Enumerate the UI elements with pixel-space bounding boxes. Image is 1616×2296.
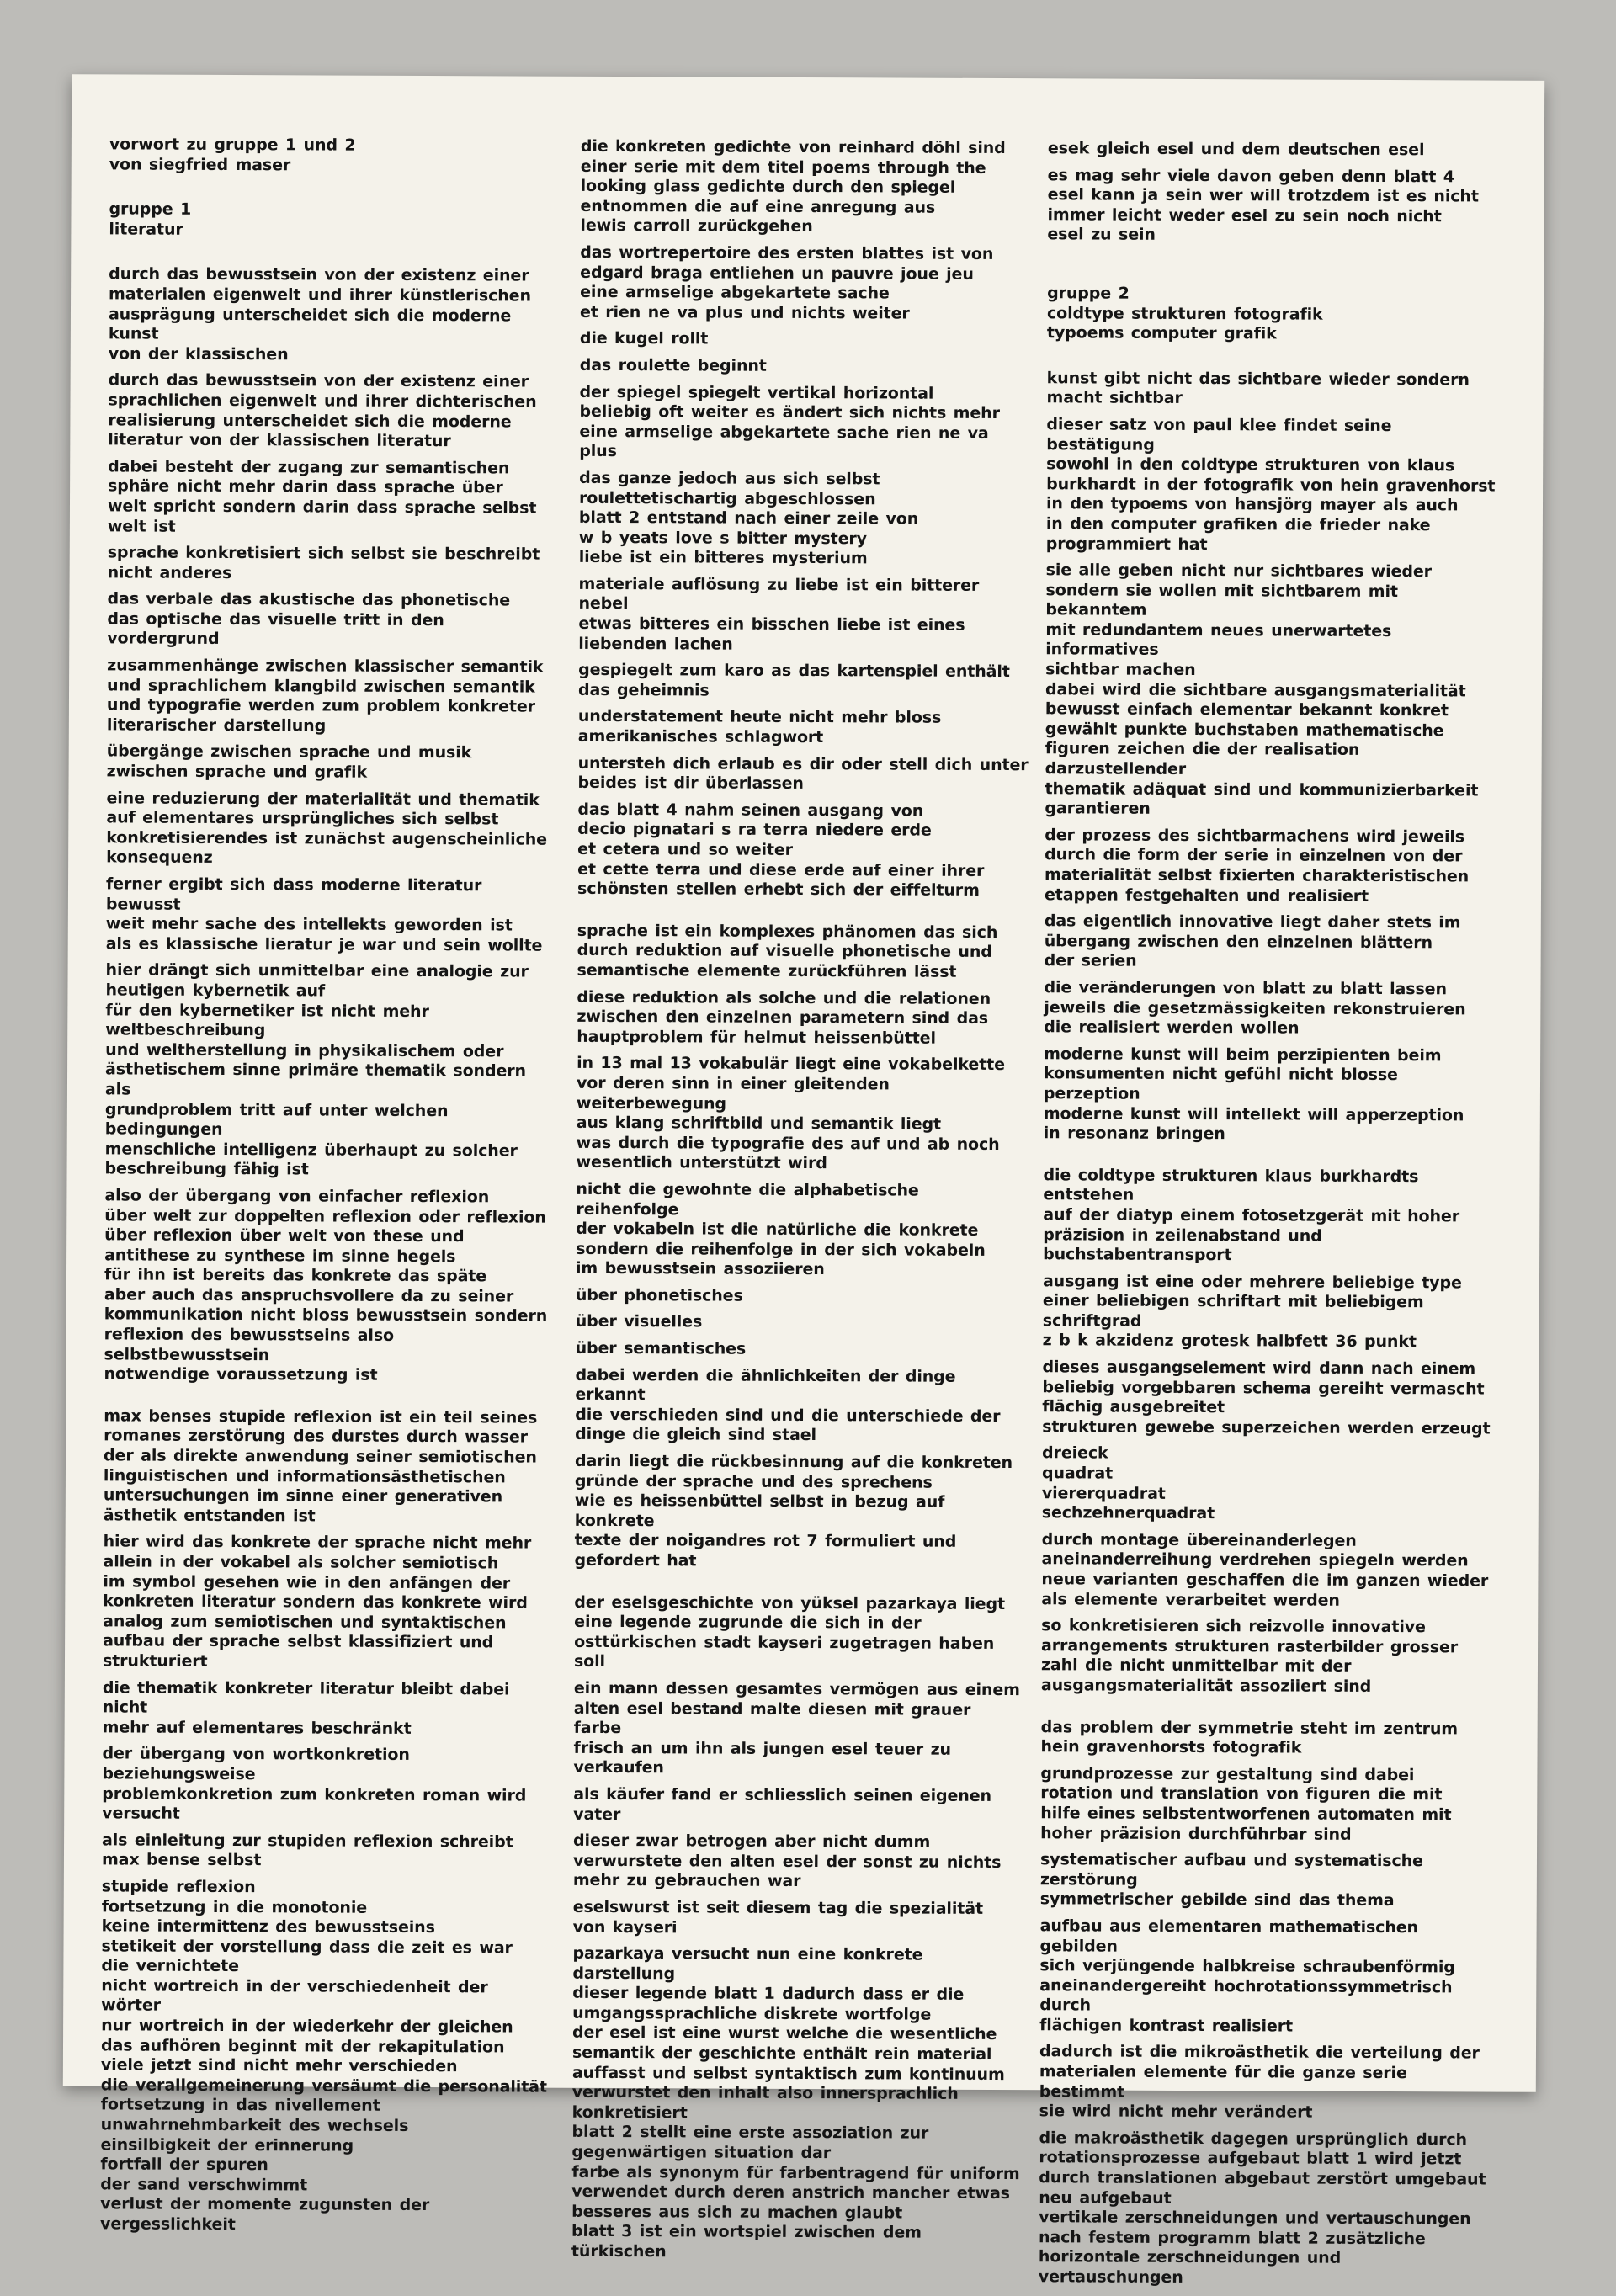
- paragraph: die coldtype strukturen klaus burkhardts entstehen auf der diatyp einem fotosetzgerät mit hoher präzision in zeilenabstand und buchstabentransport: [1043, 1165, 1460, 1265]
- paragraph: der spiegel spiegelt vertikal horizontal beliebig oft weiter es ändert sich nichts mehr eine armselige abgekartete sache rien ne va plus: [579, 382, 1000, 461]
- paragraph: eselswurst ist seit diesem tag die spezialität von kayseri: [572, 1897, 984, 1937]
- paragraph: ein mann dessen gesamtes vermögen aus einem alten esel bestand malte diesen mit grauer farbe frisch an um ihn als jungen esel teuer zu verkaufen: [573, 1678, 1020, 1778]
- paragraph: pazarkaya versucht nun eine konkrete darstellung dieser legende blatt 1 dadurch dass er die umgangssprachliche diskrete wortfolge der esel ist eine wurst welche die wesentliche semantik der geschichte enthält rein material auffasst und selbst syntaktisch zum kontinuum verwurstet den inhalt also innersprachlich konkretisiert blatt 2 stellt eine erste assoziation zur gegenwärtigen situation dar farbe als synonym für farbentragend für uniform verwendet durch deren anstrich mancher etwas besseres aus sich zu machen glaubt blatt 3 ist ein wortspiel zwischen dem türkischen: [571, 1943, 1020, 2261]
- paragraph: dreieck quadrat viererquadrat sechzehnerquadrat: [1041, 1443, 1215, 1523]
- paragraph: dadurch ist die mikroästhetik die verteilung der materialen elemente für die ganze serie bestimmt sie wird nicht mehr verändert: [1039, 2042, 1480, 2122]
- paragraph: zusammenhänge zwischen klassischer semantik und sprachlichem klangbild zwischen semantik und typografie werden zum problem konkreter literarischer darstellung: [106, 656, 544, 736]
- paragraph: der übergang von wortkonkretion beziehungsweise problemkonkretion zum konkreten roman wird versucht: [102, 1744, 527, 1823]
- paragraph: so konkretisieren sich reizvolle innovative arrangements strukturen rasterbilder grosser zahl die nicht unmittelbar mit der ausgangsmaterialität assoziiert sind: [1040, 1616, 1459, 1696]
- paragraph: darin liegt die rückbesinnung auf die konkreten gründe der sprache und des sprechens wie es heissenbüttel selbst in bezug auf konkrete texte der noigandres rot 7 formuliert und gefordert hat: [574, 1451, 1013, 1571]
- paragraph: über semantisches: [575, 1338, 747, 1358]
- paragraph: esek gleich esel und dem deutschen esel: [1047, 139, 1425, 160]
- paragraph: das verbale das akustische das phonetische das optische das visuelle tritt in den vordergrund: [107, 589, 511, 649]
- document-sheet: [63, 74, 1544, 2287]
- paragraph: als käufer fand er schliesslich seinen eigenen vater: [573, 1784, 991, 1824]
- paragraph: max benses stupide reflexion ist ein teil seines romanes zerstörung des durstes durch wasser der als direkte anwendung seiner semiotischen linguistischen und informationsästhetischen untersuchungen im sinne einer generativen ästhetik entstanden ist: [103, 1406, 538, 1526]
- paragraph: systematischer aufbau und systematische zerstörung symmetrischer gebilde sind das thema: [1039, 1850, 1423, 1911]
- paragraph: eine reduzierung der materialität und thematik auf elementares ursprüngliches sich selbst konkretisierendes ist zunächst augenscheinliche konsequenz: [106, 789, 548, 868]
- paragraph: als einleitung zur stupiden reflexion schreibt max bense selbst: [101, 1831, 513, 1870]
- paragraph: untersteh dich erlaub es dir oder stell dich unter beides ist dir überlassen: [577, 753, 1029, 794]
- paragraph: das blatt 4 nahm seinen ausgang von decio pignatari s ra terra niedere erde et cetera und so weiter et cette terra und diese erde auf einer ihrer schönsten stellen erhebt sich der eiffelturm: [577, 800, 985, 901]
- paragraph: übergänge zwischen sprache und musik zwischen sprache und grafik: [106, 741, 472, 782]
- paragraph: aufbau aus elementaren mathematischen gebilden sich verjüngende halbkreise schraubenförmig aneinandergereiht hochrotationssymmetrisch durch flächigen kontrast realisiert: [1039, 1916, 1455, 2036]
- paragraph: sprache ist ein komplexes phänomen das sich durch reduktion auf visuelle phonetische und semantische elemente zurückführen lässt: [577, 921, 998, 981]
- paragraph: das ganze jedoch aus sich selbst roulettetischartig abgeschlossen blatt 2 entstand nach einer zeile von w b yeats love s bitter mystery liebe ist ein bitteres mysterium: [578, 468, 919, 568]
- paragraph: die veränderungen von blatt zu blatt lassen jeweils die gesetzmässigkeiten rekonstruieren die realisiert werden wollen: [1044, 978, 1466, 1038]
- paragraph: ausgang ist eine oder mehrere beliebige type einer beliebigen schriftart mit beliebigem schriftgrad z b k akzidenz grotesk halbfett 36 punkt: [1042, 1271, 1462, 1352]
- paragraph: der eselsgeschichte von yüksel pazarkaya liegt eine legende zugrunde die sich in der osttürkischen stadt kayseri zugetragen haben soll: [573, 1592, 1006, 1672]
- paragraph: über visuelles: [575, 1312, 703, 1331]
- paragraph: hier drängt sich unmittelbar eine analogie zur heutigen kybernetik auf für den kybernetiker ist nicht mehr weltbeschreibung und weltherstellung in physikalischem oder ästhetischem sinne primäre thematik sondern als grundproblem tritt auf unter welchen bedingungen menschliche intelligenz überhaupt zu solcher beschreibung fähig ist: [104, 960, 529, 1179]
- paragraph: materiale auflösung zu liebe ist ein bitterer nebel etwas bitteres ein bisschen liebe ist eines liebenden lachen: [578, 574, 980, 654]
- paragraph: der prozess des sichtbarmachens wird jeweils durch die form der serie in einzelnen von der materialität selbst fixierten charakteristischen etappen festgehalten und realisiert: [1044, 826, 1470, 906]
- paragraph: dieser zwar betrogen aber nicht dumm verwurstete den alten esel der sonst zu nichts mehr zu gebrauchen war: [572, 1831, 1002, 1891]
- poem-stupide-reflexion: stupide reflexion fortsetzung in die monotonie keine intermittenz des bewusstseins stetikeit der vorstellung dass die zeit es war die vernichtete nicht wortreich in der verschiedenheit der wörter nur wortreich in der wiederkehr der gleichen das aufhören beginnt mit der rekapitulation viele jetzt sind nicht mehr verschieden die verallgemeinerung versäumt die personalität fortsetzung in das nivellement unwahrnehmbarkeit des wechsels einsilbigkeit der erinnerung fortfall der spuren der sand verschwimmt verlust der momente zugunsten der vergesslichkeit: [100, 1877, 547, 2235]
- group-1-heading: gruppe 1 literatur: [109, 199, 192, 239]
- column-3: [1039, 139, 1498, 2296]
- paragraph: dieses ausgangselement wird dann nach einem beliebig vorgebbaren schema gereiht vermascht flächig ausgebreitet strukturen gewebe superzeichen werden erzeugt: [1042, 1358, 1491, 1438]
- paragraph: also der übergang von einfacher reflexion über welt zur doppelten reflexion oder reflexion über reflexion über welt von these und antithese zu synthese im sinne hegels für ihn ist bereits das konkrete das späte aber auch das anspruchsvollere da zu seiner kommunikation nicht bloss bewusstsein sondern reflexion des bewusstseins also selbstbewusstsein notwendige voraussetzung ist: [104, 1186, 548, 1385]
- paragraph: gespiegelt zum karo as das kartenspiel enthält das geheimnis: [577, 661, 1010, 700]
- paragraph: sprache konkretisiert sich selbst sie beschreibt nicht anderes: [107, 543, 540, 582]
- column-2: [571, 137, 1031, 2271]
- paragraph: sie alle geben nicht nur sichtbares wieder sondern sie wollen mit sichtbarem mit bekanntem mit redundantem neues unerwartetes informatives sichtbar machen dabei wird die sichtbare ausgangsmaterialität bewusst einfach elementar bekannt konkret gewählt punkte buchstaben mathematische figuren zeichen die der realisation darzustellender thematik adäquat sind und kommunizierbarkeit garantieren: [1045, 561, 1479, 819]
- paragraph: das wortrepertoire des ersten blattes ist von edgard braga entliehen un pauvre joue jeu eine armselige abgekartete sache et rien ne va plus und nichts weiter: [579, 242, 994, 323]
- paragraph: diese reduktion als solche und die relationen zwischen den einzelnen parametern sind das hauptproblem für helmut heissenbüttel: [577, 987, 991, 1048]
- paragraph: durch montage übereinanderlegen aneinanderreihung verdrehen spiegeln werden neue varianten geschaffen die im ganzen wieder als elemente verarbeitet werden: [1041, 1530, 1489, 1610]
- paragraph: durch das bewusstsein von der existenz einer sprachlichen eigenwelt und ihrer dichterischen realisierung unterscheidet sich die moderne literatur von der klassischen literatur: [108, 370, 537, 451]
- column-1: [100, 135, 560, 2243]
- paragraph: die konkreten gedichte von reinhard döhl sind einer serie mit dem titel poems through the looking glass gedichte durch den spiegel entnommen die auf eine anregung aus lewis carroll zurückgehen: [580, 136, 1006, 237]
- paragraph: moderne kunst will beim perzipienten beim konsumenten nicht gefühl nicht blosse perzeption moderne kunst will intellekt will apperzeption in resonanz bringen: [1043, 1044, 1464, 1144]
- paragraph: dabei besteht der zugang zur semantischen sphäre nicht mehr darin dass sprache über welt spricht sondern darin dass sprache selbst welt ist: [107, 457, 537, 536]
- paragraph: das eigentlich innovative liegt daher stets im übergang zwischen den einzelnen blättern der serien: [1044, 911, 1461, 971]
- paragraph: kunst gibt nicht das sichtbare wieder sondern macht sichtbar: [1046, 369, 1470, 408]
- paragraph: es mag sehr viele davon geben denn blatt 4 esel kann ja sein wer will trotzdem ist es nicht immer leicht weder esel zu sein noch nicht esel zu sein: [1047, 165, 1479, 245]
- preface-title: vorwort zu gruppe 1 und 2 von siegfried maser: [109, 135, 356, 174]
- paragraph: das problem der symmetrie steht im zentrum hein gravenhorsts fotografik: [1040, 1717, 1459, 1757]
- paragraph: understatement heute nicht mehr bloss amerikanisches schlagwort: [577, 707, 942, 747]
- paragraph: nicht die gewohnte die alphabetische reihenfolge der vokabeln ist die natürliche die konkrete sondern die reihenfolge in der sich vokabeln im bewusstsein assoziieren: [575, 1179, 986, 1279]
- paragraph: ferner ergibt sich dass moderne literatur bewusst weit mehr sache des intellekts geworden ist als es klassische lieratur je war und sein wollte: [105, 874, 543, 955]
- group-2-heading: gruppe 2 coldtype strukturen fotografik typoems computer grafik: [1046, 284, 1323, 343]
- paragraph: dieser satz von paul klee findet seine bestätigung sowohl in den coldtype strukturen von klaus burkhardt in der fotografik von hein gravenhorst in den typoems von hansjörg mayer als auch in den computer grafiken die frieder nake programmiert hat: [1045, 415, 1496, 554]
- paragraph: das roulette beginnt: [579, 355, 767, 375]
- paragraph: durch das bewusstsein von der existenz einer materialen eigenwelt und ihrer künstlerischen ausprägung unterscheidet sich die moderne kunst von der klassischen: [108, 264, 531, 364]
- paragraph: hier wird das konkrete der sprache nicht mehr allein in der vokabel als solcher semiotisch im symbol gesehen wie in den anfängen der konkreten literatur sondern das konkrete wird analog zum semiotischen und syntaktischen aufbau der sprache selbst klassifiziert und strukturiert: [102, 1532, 532, 1671]
- paragraph: die kugel rollt: [579, 329, 709, 348]
- paragraph: grundprozesse zur gestaltung sind dabei rotation und translation von figuren die mit hilfe eines selbstentworfenen automaten mit hoher präzision durchführbar sind: [1040, 1763, 1452, 1844]
- paragraph: über phonetisches: [575, 1285, 743, 1305]
- paragraph: dabei werden die ähnlichkeiten der dinge erkannt die verschieden sind und die unterschiede der dinge die gleich sind stael: [575, 1365, 1001, 1445]
- paragraph: in 13 mal 13 vokabulär liegt eine vokabelkette vor deren sinn in einer gleitenden weiterbewegung aus klang schriftbild und semantik liegt was durch die typografie des auf und ab noch wesentlich unterstützt wird: [576, 1054, 1006, 1173]
- paragraph: die makroästhetik dagegen ursprünglich durch rotationsprozesse aufgebaut blatt 1 wird jetzt durch translationen abgebaut zerstört umgebaut neu aufgebaut vertikale zerschneidungen und vertauschungen nach festem programm blatt 2 zusätzliche horizontale zerschneidungen und vertauschungen: [1038, 2129, 1486, 2287]
- paragraph: die thematik konkreter literatur bleibt dabei nicht mehr auf elementares beschränkt: [102, 1677, 510, 1738]
